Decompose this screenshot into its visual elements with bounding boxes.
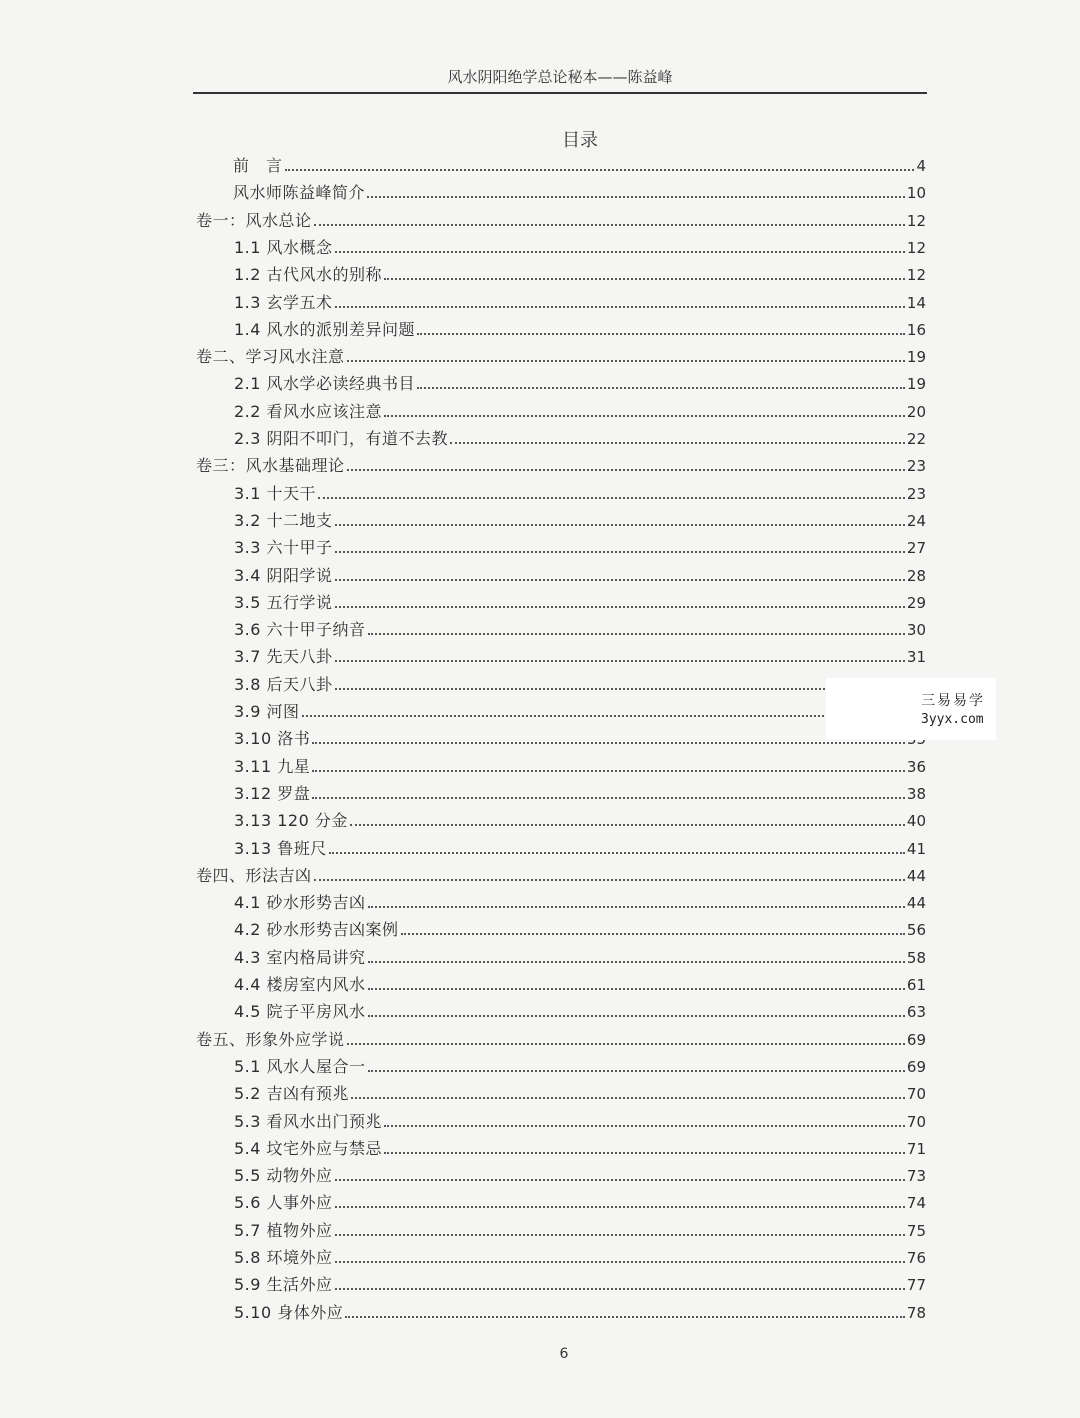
toc-entry-label: 1.1 风水概念: [234, 237, 333, 257]
toc-dot-leader: [312, 770, 905, 772]
toc-entry: [234, 234, 926, 258]
toc-entry-page: 23: [906, 457, 926, 476]
toc-dot-leader: [335, 660, 905, 662]
toc-entry-label: 3.12 罗盘: [234, 783, 311, 803]
toc-entry-page: 28: [906, 566, 926, 585]
toc-entry-page: 75: [906, 1221, 926, 1240]
toc-entry-page: 44: [906, 866, 926, 885]
toc-entry: [196, 1026, 926, 1050]
toc-entry-page: 29: [906, 593, 926, 612]
toc-entry-page: 23: [906, 484, 926, 503]
running-header: 风水阴阳绝学总论秘本——陈益峰: [447, 68, 673, 86]
toc-entry-page: 14: [906, 293, 926, 312]
toc-entry-label: 3.9 河图: [234, 702, 300, 721]
toc-entry-label: 5.8 环境外应: [234, 1248, 333, 1267]
toc-entry-page: 19: [906, 348, 926, 367]
toc-dot-leader: [368, 1070, 905, 1072]
toc-entry: [196, 343, 926, 367]
toc-dot-leader: [335, 606, 905, 608]
toc-entry-page: 76: [906, 1249, 926, 1267]
toc-entry-label: 1.3 玄学五术: [234, 292, 333, 312]
toc-entry-page: 4: [916, 157, 926, 175]
toc-entry-page: 30: [906, 621, 926, 640]
toc-entry-label: 4.4 楼房室内风水: [234, 975, 366, 994]
toc-entry-page: 56: [906, 921, 926, 940]
toc-entry-label: 3.3 六十甲子: [234, 538, 333, 558]
toc-entry-page: 63: [906, 1003, 926, 1022]
toc-dot-leader: [384, 278, 905, 280]
toc-entry-page: 77: [906, 1276, 926, 1295]
toc-entry: [234, 1217, 926, 1241]
toc-entry-label: 3.6 六十甲子纳音: [234, 620, 366, 640]
toc-dot-leader: [368, 988, 905, 990]
toc-entry-page: 12: [906, 266, 926, 285]
toc-entry-label: 卷二、学习风水注意: [196, 347, 345, 367]
toc-dot-leader: [335, 1234, 905, 1236]
toc-entry: [234, 1244, 926, 1268]
toc-entry: [234, 1053, 926, 1077]
toc-entry-label: 4.2 砂水形势吉凶案例: [234, 920, 399, 940]
toc-dot-leader: [384, 1125, 905, 1127]
toc-entry-label: 5.6 人事外应: [234, 1193, 333, 1213]
toc-entry: [234, 534, 926, 558]
toc-entry-label: 风水师陈益峰简介: [233, 183, 366, 203]
toc-entry: [234, 753, 926, 777]
toc-entry-page: 10: [906, 184, 926, 203]
toc-dot-leader: [417, 387, 905, 389]
toc-entry-page: 31: [906, 648, 926, 667]
toc-entry-page: 69: [906, 1057, 926, 1076]
toc-entry: [234, 698, 926, 722]
toc-dot-leader: [417, 333, 905, 335]
toc-dot-leader: [312, 742, 905, 744]
toc-entry-label: 3.13 120 分金: [234, 811, 348, 831]
toc-dot-leader: [335, 1261, 905, 1263]
toc-entry-page: 12: [906, 238, 926, 257]
toc-entry: [234, 725, 926, 749]
toc-entry: [196, 862, 926, 886]
toc-entry-page: 78: [906, 1303, 926, 1322]
toc-dot-leader: [347, 469, 905, 471]
toc-entry: [234, 289, 926, 313]
toc-entry-label: 3.11 九星: [234, 756, 311, 776]
toc-entry-label: 3.13 鲁班尺: [234, 838, 327, 858]
toc-dot-leader: [347, 1043, 905, 1045]
toc-entry: [196, 452, 926, 476]
toc-dot-leader: [368, 961, 905, 963]
toc-dot-leader: [335, 524, 905, 526]
toc-dot-leader: [368, 633, 905, 635]
toc-entry-label: 1.2 古代风水的别称: [234, 265, 383, 285]
toc-entry: [234, 562, 926, 586]
toc-entry: [234, 425, 926, 449]
toc-dot-leader: [367, 196, 905, 198]
toc-entry-label: 3.5 五行学说: [234, 592, 333, 612]
toc-entry: [234, 671, 926, 695]
toc-entry-page: 38: [906, 784, 926, 803]
toc-dot-leader: [335, 306, 905, 308]
toc-dot-leader: [335, 688, 905, 690]
toc-entry-page: 40: [906, 812, 926, 831]
toc-entry-page: 70: [906, 1112, 926, 1131]
toc-dot-leader: [450, 442, 905, 444]
watermark-text: 三易易学: [921, 693, 985, 709]
toc-entry-label: 5.2 吉凶有预兆: [234, 1084, 350, 1104]
toc-entry-label: 卷一：风水总论: [196, 210, 312, 230]
page-number: 6: [559, 1346, 569, 1362]
toc-dot-leader: [318, 497, 905, 499]
toc-entry: [234, 1080, 926, 1104]
toc-dot-leader: [335, 1179, 905, 1181]
toc-entry-label: 卷四、形法吉凶: [196, 865, 312, 885]
toc-dot-leader: [312, 797, 905, 799]
toc-entry-label: 前 言: [233, 156, 283, 175]
toc-entry: [234, 944, 926, 968]
toc-entry: [234, 643, 926, 667]
toc-entry-label: 5.7 植物外应: [234, 1220, 333, 1240]
toc-entry-page: 22: [906, 430, 926, 448]
toc-dot-leader: [335, 251, 905, 253]
toc-entry: [196, 207, 926, 231]
toc-entry-page: 73: [906, 1167, 926, 1186]
toc-entry-page: 36: [906, 757, 926, 776]
toc-entry: [234, 1299, 926, 1323]
toc-entry-label: 卷三：风水基础理论: [196, 456, 345, 476]
toc-entry: [233, 152, 926, 176]
toc-dot-leader: [335, 579, 905, 581]
toc-entry-page: 74: [906, 1194, 926, 1213]
toc-entry-label: 3.8 后天八卦: [234, 674, 333, 694]
toc-entry-label: 5.5 动物外应: [234, 1166, 333, 1186]
toc-entry: [234, 1162, 926, 1186]
toc-entry-page: 61: [906, 976, 926, 994]
toc-entry-label: 2.3 阴阳不叩门，有道不去教: [234, 429, 449, 448]
toc-dot-leader: [347, 360, 905, 362]
toc-entry-label: 2.1 风水学必读经典书目: [234, 374, 416, 394]
toc-entry-page: 58: [906, 948, 926, 967]
toc-entry-label: 3.4 阴阳学说: [234, 565, 333, 585]
toc-entry-page: 12: [906, 211, 926, 230]
toc-entry-label: 3.1 十天干: [234, 483, 317, 503]
toc-entry: [234, 616, 926, 640]
toc-entry: [234, 835, 926, 859]
watermark-url: 3yyx.com: [921, 712, 984, 727]
toc-dot-leader: [314, 224, 905, 226]
toc-entry-label: 4.1 砂水形势吉凶: [234, 893, 366, 913]
toc-entry: [234, 807, 926, 831]
toc-dot-leader: [384, 415, 905, 417]
toc-entry: [234, 971, 926, 995]
toc-entry: [234, 589, 926, 613]
toc-dot-leader: [384, 1152, 905, 1154]
toc-entry-label: 5.4 坟宅外应与禁忌: [234, 1138, 383, 1158]
toc-entry-label: 2.2 看风水应该注意: [234, 401, 383, 421]
toc-entry-label: 1.4 风水的派别差异问题: [234, 319, 416, 339]
toc-entry-page: 20: [906, 402, 926, 421]
toc-entry-label: 5.3 看风水出门预兆: [234, 1111, 383, 1131]
toc-entry: [234, 916, 926, 940]
toc-entry: [234, 398, 926, 422]
toc-entry-label: 5.1 风水人屋合一: [234, 1056, 366, 1076]
toc-dot-leader: [401, 933, 905, 935]
toc-entry-page: 44: [906, 894, 926, 913]
toc-dot-leader: [314, 879, 905, 881]
toc-entry-page: 24: [906, 511, 926, 530]
toc-entry: [234, 1189, 926, 1213]
toc-entry-label: 4.5 院子平房风水: [234, 1002, 366, 1022]
toc-entry-page: 70: [906, 1085, 926, 1104]
toc-dot-leader: [285, 169, 915, 171]
toc-entry-label: 3.2 十二地支: [234, 510, 333, 530]
toc-entry-label: 3.10 洛书: [234, 729, 311, 749]
toc-entry: [234, 507, 926, 531]
toc-entry-label: 卷五、形象外应学说: [196, 1029, 345, 1049]
toc-dot-leader: [329, 852, 905, 854]
toc-entry-label: 5.10 身体外应: [234, 1302, 344, 1322]
toc-entry: [234, 1271, 926, 1295]
toc-dot-leader: [335, 1288, 905, 1290]
toc-dot-leader: [368, 906, 905, 908]
toc-entry: [234, 370, 926, 394]
toc-entry: [234, 998, 926, 1022]
toc-entry-page: 19: [906, 375, 926, 394]
toc-entry-page: 41: [906, 839, 926, 858]
toc-entry: [234, 889, 926, 913]
toc-dot-leader: [345, 1316, 905, 1318]
toc-entry-label: 5.9 生活外应: [234, 1275, 333, 1295]
toc-dot-leader: [368, 1015, 905, 1017]
toc-entry: [234, 1135, 926, 1159]
toc-entry: [234, 780, 926, 804]
toc-entry: [234, 480, 926, 504]
toc-entry: [234, 316, 926, 340]
toc-dot-leader: [335, 551, 905, 553]
toc-entry-page: 27: [906, 539, 926, 558]
toc-entry-page: 69: [906, 1030, 926, 1049]
toc-entry: [234, 261, 926, 285]
toc-title: 目录: [562, 130, 598, 151]
toc-entry-page: 71: [906, 1139, 926, 1158]
toc-entry: [234, 1108, 926, 1132]
toc-dot-leader: [335, 1206, 905, 1208]
toc-dot-leader: [350, 824, 905, 826]
toc-entry-label: 3.7 先天八卦: [234, 647, 333, 667]
toc-dot-leader: [351, 1097, 905, 1099]
toc-entry-page: 16: [906, 320, 926, 339]
toc-entry-label: 4.3 室内格局讲究: [234, 947, 366, 967]
toc-entry: [233, 179, 926, 203]
